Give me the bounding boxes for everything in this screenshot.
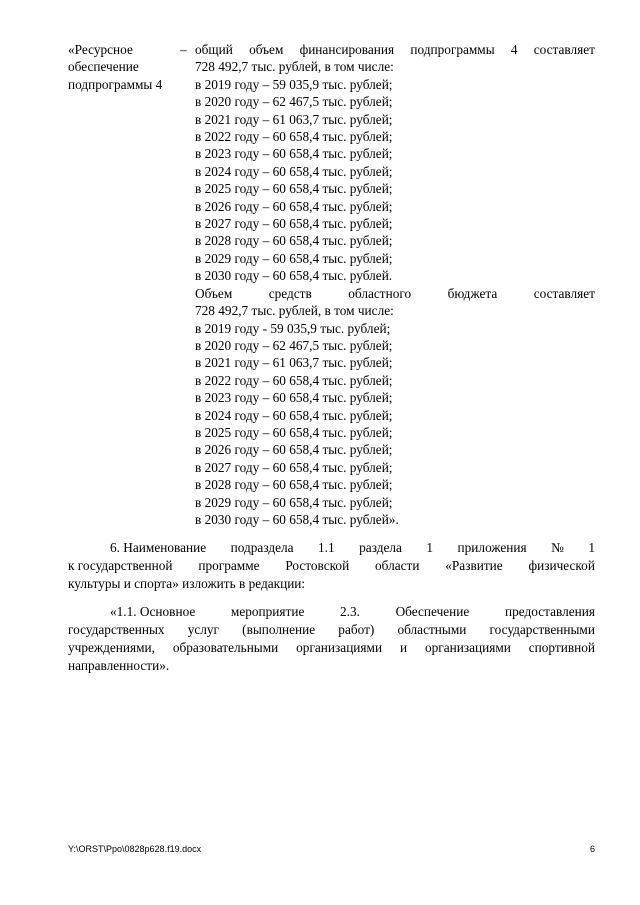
year-regional-line: в 2024 году – 60 658,4 тыс. рублей; — [195, 407, 393, 423]
word: организациями — [296, 640, 383, 655]
year-regional-line: в 2028 году – 60 658,4 тыс. рублей; — [195, 477, 393, 493]
year-funding-line: в 2029 году – 60 658,4 тыс. рублей; — [195, 250, 393, 266]
word: работ) — [338, 622, 375, 637]
word: 6. Наименование — [110, 540, 207, 555]
paragraph-line — [68, 621, 595, 639]
word: Объем — [195, 285, 233, 301]
year-regional-line: в 2023 году – 60 658,4 тыс. рублей; — [195, 390, 393, 406]
word: «Развитие — [445, 558, 503, 573]
paragraph-6 — [68, 539, 595, 593]
year-funding-line: в 2023 году – 60 658,4 тыс. рублей; — [195, 146, 393, 162]
resource-label — [68, 41, 178, 93]
total-funding-amount: 728 492,7 тыс. рублей, в том числе: — [195, 59, 394, 75]
word: составляет — [533, 42, 595, 57]
word: 2.3. — [340, 604, 360, 619]
year-regional-line: в 2021 году – 61 063,7 тыс. рублей; — [195, 355, 393, 371]
word: предоставления — [504, 604, 595, 619]
year-regional-line: в 2025 году – 60 658,4 тыс. рублей; — [195, 424, 393, 440]
page-number: 6 — [590, 844, 596, 854]
word: «1.1. Основное — [110, 604, 196, 619]
paragraph-line: культуры и спорта» изложить в редакции: — [68, 576, 306, 591]
paragraph-line: направленности». — [68, 658, 170, 673]
word: общий — [195, 42, 233, 57]
year-regional-line: в 2026 году – 60 658,4 тыс. рублей; — [195, 442, 393, 458]
word: (выполнение — [242, 622, 316, 637]
year-funding-line: в 2025 году – 60 658,4 тыс. рублей; — [195, 181, 393, 197]
year-regional-line: в 2020 году – 62 467,5 тыс. рублей; — [195, 337, 393, 353]
word: приложения — [457, 540, 527, 555]
word: образовательными — [172, 640, 279, 655]
word: спортивной — [528, 640, 595, 655]
word: подраздела — [230, 540, 294, 555]
word: программе — [198, 558, 260, 573]
word: финансирования — [299, 42, 395, 57]
paragraph-line — [68, 639, 595, 657]
word: физической — [528, 558, 595, 573]
regional-budget-amount: 728 492,7 тыс. рублей, в том числе: — [195, 303, 394, 319]
year-funding-line: в 2019 году – 59 035,9 тыс. рублей; — [195, 76, 393, 92]
word: учреждениями, — [68, 640, 155, 655]
word: бюджета — [447, 285, 498, 301]
year-regional-line: в 2030 году – 60 658,4 тыс. рублей». — [195, 511, 399, 527]
resource-label-line: «Ресурсное — [68, 42, 133, 57]
resource-dash: – — [180, 42, 187, 57]
word: государственными — [489, 622, 595, 637]
word: Обеспечение — [395, 604, 470, 619]
word: составляет — [533, 285, 595, 301]
word: подпрограммы — [410, 42, 495, 57]
year-funding-line: в 2030 году – 60 658,4 тыс. рублей. — [195, 268, 393, 284]
word: к государственной — [68, 558, 173, 573]
year-funding-line: в 2028 году – 60 658,4 тыс. рублей; — [195, 233, 393, 249]
word: мероприятие — [230, 604, 305, 619]
word: организациями — [424, 640, 511, 655]
regional-budget-intro — [195, 285, 595, 302]
resource-label-line: обеспечение — [68, 59, 139, 75]
word: области — [375, 558, 420, 573]
word: областного — [348, 285, 412, 301]
word: средств — [268, 285, 312, 301]
word: 1 — [588, 540, 595, 555]
resource-body — [195, 41, 595, 528]
word: и — [399, 640, 408, 655]
year-regional-line: в 2019 году - 59 035,9 тыс. рублей; — [195, 320, 391, 336]
word: 1 — [426, 540, 434, 555]
word: № — [551, 540, 564, 555]
year-funding-line: в 2021 году – 61 063,7 тыс. рублей; — [195, 111, 393, 127]
footer-file-path: Y:\ORST\Ppo\0828p628.f19.docx — [68, 844, 202, 854]
word: объем — [249, 42, 284, 57]
year-regional-line: в 2029 году – 60 658,4 тыс. рублей; — [195, 494, 393, 510]
year-funding-line: в 2026 году – 60 658,4 тыс. рублей; — [195, 198, 393, 214]
resource-label-line: подпрограммы 4 — [68, 76, 163, 92]
year-regional-line: в 2022 году – 60 658,4 тыс. рублей; — [195, 372, 393, 388]
word: областными — [397, 622, 467, 637]
word: раздела — [359, 540, 402, 555]
word: 1.1 — [318, 540, 335, 555]
word: Ростовской — [285, 558, 350, 573]
paragraph-line — [68, 557, 595, 575]
word: государственных — [68, 622, 165, 637]
paragraph-7 — [68, 603, 595, 675]
paragraph-line — [68, 603, 595, 621]
total-funding-intro — [195, 41, 595, 58]
year-regional-line: в 2027 году – 60 658,4 тыс. рублей; — [195, 459, 393, 475]
year-funding-line: в 2024 году – 60 658,4 тыс. рублей; — [195, 163, 393, 179]
word: 4 — [510, 42, 518, 57]
word: услуг — [187, 622, 220, 637]
paragraph-line — [68, 539, 595, 557]
year-funding-line: в 2020 году – 62 467,5 тыс. рублей; — [195, 94, 393, 110]
year-funding-line: в 2022 году – 60 658,4 тыс. рублей; — [195, 129, 393, 145]
year-funding-line: в 2027 году – 60 658,4 тыс. рублей; — [195, 216, 393, 232]
